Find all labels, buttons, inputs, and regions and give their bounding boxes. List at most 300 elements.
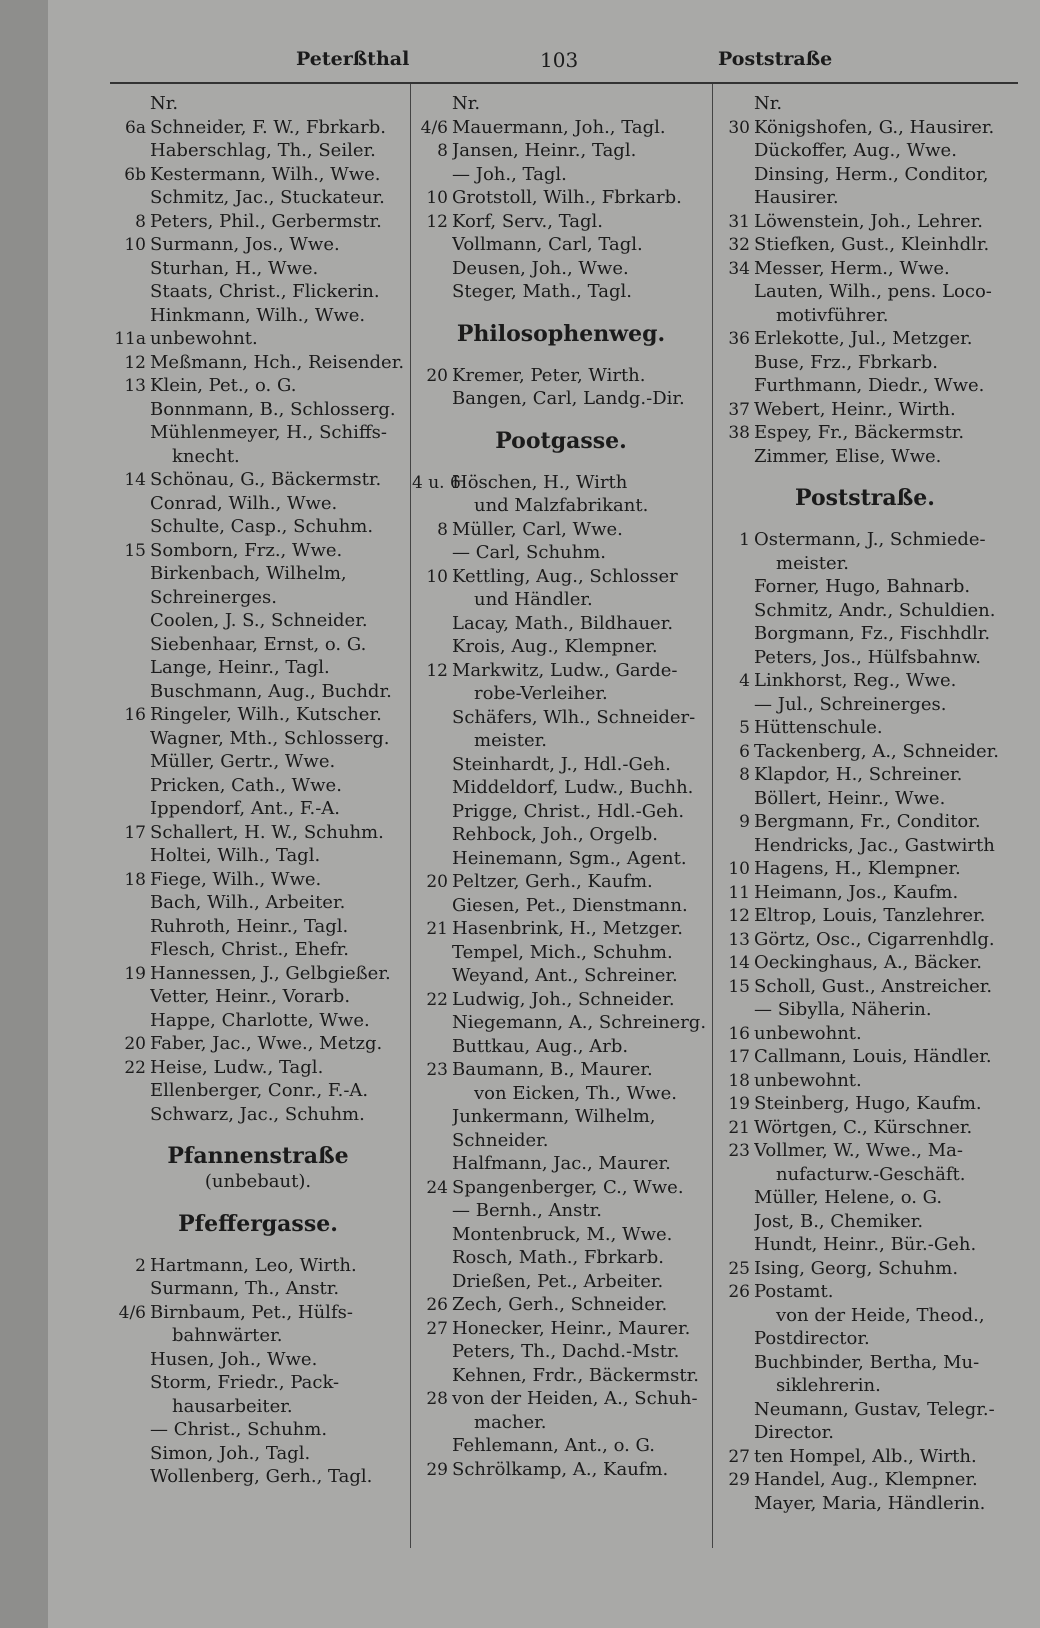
directory-line — [412, 1223, 710, 1247]
resident-entry: Hausirer. — [754, 187, 839, 208]
resident-entry: bahnwärter. — [172, 1325, 283, 1346]
directory-line — [714, 599, 1016, 623]
resident-entry: Schäfers, Wlh., Schneider- — [452, 706, 696, 728]
resident-entry: — Sibylla, Näherin. — [754, 999, 932, 1020]
directory-line — [412, 941, 710, 965]
street-note: (unbebaut). — [204, 1171, 312, 1192]
resident-entry: Kehnen, Frdr., Bäckermstr. — [452, 1364, 699, 1386]
resident-entry: Erlekotte, Jul., Metzger. — [754, 328, 973, 349]
house-number: 11 — [728, 882, 750, 903]
resident-entry: Heise, Ludw., Tagl. — [150, 1056, 324, 1078]
directory-line — [412, 706, 710, 730]
directory-line — [412, 988, 710, 1012]
directory-line — [714, 1116, 1016, 1140]
resident-entry: robe-Verleiher. — [474, 683, 608, 704]
directory-line — [714, 351, 1016, 375]
house-number: 4 u. 6 — [412, 472, 461, 493]
house-number: 29 — [728, 1470, 750, 1490]
directory-line — [714, 1492, 1016, 1516]
directory-line — [412, 257, 710, 281]
resident-entry: Schwarz, Jac., Schuhm. — [150, 1103, 365, 1125]
house-number: 12 — [426, 211, 448, 232]
directory-line — [714, 1304, 1016, 1328]
resident-entry: macher. — [474, 1411, 547, 1433]
column-3 — [714, 92, 1016, 1552]
directory-line — [714, 327, 1016, 351]
directory-line — [714, 716, 1016, 740]
resident-entry: Rosch, Math., Fbrkarb. — [452, 1247, 665, 1268]
house-number: 9 — [739, 812, 750, 832]
resident-entry: Bach, Wilh., Arbeiter. — [150, 892, 346, 913]
resident-entry: Linkhorst, Reg., Wwe. — [754, 670, 957, 691]
directory-line — [110, 1254, 406, 1278]
house-number: 38 — [728, 423, 750, 443]
resident-entry: Faber, Jac., Wwe., Metzg. — [150, 1033, 383, 1054]
resident-entry: Dinsing, Herm., Conditor, — [754, 163, 989, 185]
directory-line — [110, 304, 406, 328]
section-gap — [110, 1238, 406, 1254]
resident-entry: Honecker, Heinr., Maurer. — [452, 1317, 691, 1339]
resident-entry: Callmann, Louis, Händler. — [754, 1046, 992, 1067]
resident-entry: Mühlenmeyer, H., Schiffs- — [150, 422, 387, 443]
directory-line — [110, 116, 406, 140]
directory-line — [110, 915, 406, 939]
house-number: 10 — [426, 188, 448, 208]
resident-entry: siklehrerin. — [776, 1375, 881, 1396]
resident-entry: Tempel, Mich., Schuhm. — [452, 941, 673, 963]
resident-entry: Görtz, Osc., Cigarrenhdlg. — [754, 928, 995, 950]
house-number: 23 — [426, 1060, 448, 1080]
house-number: 28 — [426, 1389, 448, 1409]
directory-line — [110, 327, 406, 351]
resident-entry: Steinberg, Hugo, Kaufm. — [754, 1093, 982, 1114]
column-1 — [110, 92, 406, 1552]
resident-entry: Heinemann, Sgm., Agent. — [452, 847, 687, 869]
house-number: 4 — [739, 671, 750, 691]
directory-line — [714, 787, 1016, 811]
directory-line — [412, 163, 710, 187]
resident-entry: Klein, Pet., o. G. — [150, 375, 297, 396]
house-number: 10 — [124, 235, 146, 255]
resident-entry: Peters, Th., Dachd.-Mstr. — [452, 1341, 680, 1362]
house-number: 32 — [728, 235, 750, 255]
directory-line — [412, 588, 710, 612]
resident-entry: Königshofen, G., Hausirer. — [754, 116, 995, 138]
resident-entry: Peters, Phil., Gerbermstr. — [150, 210, 382, 232]
resident-entry: Hinkmann, Wilh., Wwe. — [150, 304, 366, 326]
directory-line — [714, 210, 1016, 234]
resident-entry: Webert, Heinr., Wirth. — [754, 398, 956, 420]
house-number: 11a — [114, 329, 146, 349]
resident-entry: Steger, Math., Tagl. — [452, 281, 632, 302]
directory-line — [110, 985, 406, 1009]
directory-line — [412, 233, 710, 257]
resident-entry: Deusen, Joh., Wwe. — [452, 257, 629, 279]
street-heading: Pfeffergasse. — [178, 1210, 338, 1237]
header-left: Peterßthal — [296, 48, 410, 70]
resident-entry: Eltrop, Louis, Tanzlehrer. — [754, 905, 986, 926]
directory-line — [110, 210, 406, 234]
resident-entry: Peltzer, Gerh., Kaufm. — [452, 871, 653, 892]
directory-line — [110, 1032, 406, 1056]
directory-line — [110, 1009, 406, 1033]
resident-entry: Simon, Joh., Tagl. — [150, 1442, 311, 1464]
resident-entry: Löwenstein, Joh., Lehrer. — [754, 210, 983, 232]
resident-entry: Birkenbach, Wilhelm, — [150, 563, 347, 584]
resident-entry: Buse, Frz., Fbrkarb. — [754, 351, 938, 373]
resident-entry: Halfmann, Jac., Maurer. — [452, 1153, 671, 1174]
column-2 — [412, 92, 710, 1552]
house-number: 1 — [739, 530, 750, 550]
street-heading: Pfannenstraße — [167, 1143, 349, 1169]
directory-line — [714, 975, 1016, 999]
house-number: 19 — [124, 963, 146, 984]
house-number: 37 — [728, 399, 750, 420]
resident-entry: Montenbruck, M., Wwe. — [452, 1223, 673, 1245]
resident-entry: Dückoffer, Aug., Wwe. — [754, 140, 957, 161]
page-number: 103 — [540, 48, 579, 72]
directory-line — [110, 1301, 406, 1325]
resident-entry: Tackenberg, A., Schneider. — [754, 740, 1000, 762]
resident-entry: ten Hompel, Alb., Wirth. — [754, 1445, 977, 1467]
directory-line — [714, 881, 1016, 905]
directory-line — [412, 1434, 710, 1458]
directory-line — [110, 1348, 406, 1372]
resident-entry: Lauten, Wilh., pens. Loco- — [754, 281, 992, 302]
house-number: 22 — [426, 989, 448, 1010]
resident-entry: unbewohnt. — [754, 1022, 862, 1044]
resident-entry: Bergmann, Fr., Conditor. — [754, 811, 981, 832]
resident-entry: Storm, Friedr., Pack- — [150, 1372, 340, 1393]
resident-entry: Somborn, Frz., Wwe. — [150, 539, 343, 561]
resident-entry: Middeldorf, Ludw., Buchh. — [452, 777, 694, 798]
directory-line — [110, 468, 406, 492]
directory-line — [110, 539, 406, 563]
resident-entry: Ellenberger, Conr., F.-A. — [150, 1080, 369, 1101]
directory-line — [110, 186, 406, 210]
directory-line — [110, 233, 406, 257]
directory-line — [412, 612, 710, 636]
resident-entry: von der Heide, Theod., — [776, 1304, 985, 1326]
resident-entry: Coolen, J. S., Schneider. — [150, 610, 368, 631]
resident-entry: Vetter, Heinr., Vorarb. — [150, 986, 351, 1007]
house-number: 26 — [426, 1295, 448, 1315]
resident-entry: Buchbinder, Bertha, Mu- — [754, 1351, 980, 1373]
directory-line — [110, 868, 406, 892]
resident-entry: Director. — [754, 1422, 834, 1443]
resident-entry: Messer, Herm., Wwe. — [754, 257, 950, 279]
directory-line — [714, 857, 1016, 881]
resident-entry: Giesen, Pet., Dienstmann. — [452, 894, 688, 916]
directory-line — [714, 1092, 1016, 1116]
resident-entry: Bangen, Carl, Landg.-Dir. — [452, 388, 685, 409]
resident-entry: — Jul., Schreinerges. — [754, 693, 947, 715]
house-number: 24 — [426, 1177, 448, 1198]
resident-entry: Handel, Aug., Klempner. — [754, 1469, 978, 1490]
section-gap — [412, 455, 710, 471]
house-number: 4/6 — [420, 117, 448, 138]
house-number: 21 — [728, 1117, 750, 1138]
resident-entry: Niegemann, A., Schreinerg. — [452, 1012, 707, 1033]
resident-entry: Haberschlag, Th., Seiler. — [150, 140, 376, 161]
house-number: 20 — [426, 365, 448, 386]
directory-line — [714, 1327, 1016, 1351]
directory-line — [110, 351, 406, 375]
house-number: 17 — [728, 1047, 750, 1067]
resident-entry: Siebenhaar, Ernst, o. G. — [150, 633, 367, 655]
directory-line — [412, 1387, 710, 1411]
resident-entry: Buschmann, Aug., Buchdr. — [150, 680, 392, 702]
resident-entry: Klapdor, H., Schreiner. — [754, 764, 963, 785]
directory-line — [110, 680, 406, 704]
directory-line — [110, 609, 406, 633]
directory-line — [714, 951, 1016, 975]
directory-line — [110, 1371, 406, 1395]
directory-line — [110, 1418, 406, 1442]
resident-entry: Ising, Georg, Schuhm. — [754, 1257, 959, 1279]
resident-entry: Fehlemann, Ant., o. G. — [452, 1435, 656, 1456]
resident-entry: Ostermann, J., Schmiede- — [754, 529, 986, 550]
resident-entry: Vollmer, W., Wwe., Ma- — [754, 1140, 963, 1161]
directory-line — [714, 1445, 1016, 1469]
resident-entry: Grotstoll, Wilh., Fbrkarb. — [452, 187, 682, 208]
resident-entry: Hasenbrink, H., Metzger. — [452, 918, 683, 939]
directory-line — [714, 693, 1016, 717]
directory-line — [714, 398, 1016, 422]
directory-line — [412, 518, 710, 542]
resident-entry: Flesch, Christ., Ehefr. — [150, 939, 350, 960]
directory-line — [714, 445, 1016, 469]
house-number: 14 — [124, 470, 146, 490]
directory-line — [412, 635, 710, 659]
directory-line — [110, 280, 406, 304]
directory-line — [714, 1186, 1016, 1210]
directory-line — [714, 1069, 1016, 1093]
house-number: 17 — [124, 822, 146, 843]
house-number: 34 — [728, 258, 750, 279]
directory-line — [714, 233, 1016, 257]
house-number: 19 — [728, 1094, 750, 1114]
directory-line — [412, 1411, 710, 1435]
directory-line — [714, 1163, 1016, 1187]
directory-line — [412, 894, 710, 918]
directory-line — [110, 821, 406, 845]
directory-line — [412, 186, 710, 210]
resident-entry: unbewohnt. — [150, 328, 258, 349]
house-number: 8 — [135, 211, 146, 232]
house-number: 23 — [728, 1141, 750, 1161]
resident-entry: Peters, Jos., Hülfsbahnw. — [754, 646, 981, 668]
column-divider — [410, 84, 411, 1548]
directory-line — [714, 904, 1016, 928]
directory-line — [412, 964, 710, 988]
directory-line — [412, 541, 710, 565]
directory-line — [714, 998, 1016, 1022]
directory-line — [110, 962, 406, 986]
section-gap — [714, 512, 1016, 528]
directory-line — [110, 515, 406, 539]
directory-line — [714, 1257, 1016, 1281]
directory-line — [714, 139, 1016, 163]
directory-line — [714, 1351, 1016, 1375]
directory-line — [412, 1293, 710, 1317]
resident-entry: Schönau, G., Bäckermstr. — [150, 469, 382, 490]
directory-line — [110, 586, 406, 610]
resident-entry: Sturhan, H., Wwe. — [150, 257, 319, 279]
house-number: 30 — [728, 117, 750, 138]
resident-entry: Hartmann, Leo, Wirth. — [150, 1254, 357, 1276]
resident-entry: Kettling, Aug., Schlosser — [452, 565, 678, 587]
directory-line — [412, 387, 710, 411]
resident-entry: Schmitz, Andr., Schuldien. — [754, 599, 996, 621]
directory-line — [110, 703, 406, 727]
resident-entry: Wollenberg, Gerh., Tagl. — [150, 1466, 373, 1487]
directory-line — [714, 163, 1016, 187]
directory-line — [714, 528, 1016, 552]
directory-line — [110, 1442, 406, 1466]
resident-entry: Nr. — [452, 93, 481, 114]
house-number: 10 — [426, 566, 448, 587]
directory-line — [714, 1045, 1016, 1069]
house-number: 16 — [728, 1023, 750, 1044]
resident-entry: Staats, Christ., Flickerin. — [150, 281, 380, 302]
house-number: 6 — [739, 741, 750, 762]
directory-line — [714, 810, 1016, 834]
resident-entry: — Joh., Tagl. — [452, 163, 567, 185]
directory-line — [714, 575, 1016, 599]
directory-line — [110, 656, 406, 680]
resident-entry: Hüttenschule. — [754, 717, 883, 738]
directory-line — [714, 763, 1016, 787]
resident-entry: Zech, Gerh., Schneider. — [452, 1294, 668, 1315]
house-number: 36 — [728, 329, 750, 349]
directory-line — [110, 633, 406, 657]
resident-entry: Oeckinghaus, A., Bäcker. — [754, 952, 982, 973]
directory-line — [110, 727, 406, 751]
directory-line — [714, 116, 1016, 140]
directory-line — [714, 1468, 1016, 1492]
header-right: Poststraße — [718, 48, 833, 70]
resident-entry: Ludwig, Joh., Schneider. — [452, 988, 675, 1010]
directory-line — [412, 1364, 710, 1388]
resident-entry: Hundt, Heinr., Bür.-Geh. — [754, 1234, 977, 1255]
directory-line — [110, 1056, 406, 1080]
resident-entry: Junkermann, Wilhelm, — [452, 1106, 656, 1127]
resident-entry: Hendricks, Jac., Gastwirth — [754, 834, 995, 856]
resident-entry: Postamt. — [754, 1281, 834, 1302]
resident-entry: Prigge, Christ., Hdl.-Geh. — [452, 800, 685, 822]
directory-line — [110, 421, 406, 445]
resident-entry: knecht. — [172, 445, 240, 467]
directory-line — [110, 1465, 406, 1489]
directory-line — [110, 492, 406, 516]
directory-line — [714, 669, 1016, 693]
directory-line — [412, 682, 710, 706]
directory-line — [412, 210, 710, 234]
resident-entry: Mayer, Maria, Händlerin. — [754, 1492, 986, 1514]
resident-entry: Müller, Carl, Wwe. — [452, 518, 623, 540]
resident-entry: Baumann, B., Maurer. — [452, 1059, 653, 1080]
resident-entry: Kremer, Peter, Wirth. — [452, 364, 646, 386]
directory-line — [714, 928, 1016, 952]
directory-line — [412, 1105, 710, 1129]
resident-entry: Jansen, Heinr., Tagl. — [452, 140, 637, 161]
house-number: 12 — [728, 906, 750, 926]
house-number: 20 — [124, 1034, 146, 1054]
resident-entry: Schallert, H. W., Schuhm. — [150, 821, 384, 843]
directory-line — [412, 729, 710, 753]
section-gap — [412, 304, 710, 320]
house-number: 31 — [728, 211, 750, 232]
directory-line — [110, 445, 406, 469]
directory-line — [714, 1280, 1016, 1304]
house-number: 8 — [437, 141, 448, 161]
resident-entry: Spangenberger, C., Wwe. — [452, 1176, 684, 1198]
resident-entry: von der Heiden, A., Schuh- — [452, 1388, 698, 1409]
house-number: 13 — [124, 376, 146, 396]
directory-line — [412, 659, 710, 683]
resident-entry: Meßmann, Hch., Reisender. — [150, 351, 405, 373]
directory-line — [714, 421, 1016, 445]
directory-line — [412, 1458, 710, 1482]
house-number: 6b — [124, 164, 146, 185]
section-gap — [110, 1126, 406, 1142]
directory-line — [412, 776, 710, 800]
directory-line — [412, 1246, 710, 1270]
resident-entry: Holtei, Wilh., Tagl. — [150, 845, 321, 866]
resident-entry: meister. — [776, 552, 849, 574]
directory-line — [714, 1374, 1016, 1398]
directory-line — [714, 1233, 1016, 1257]
resident-entry: Weyand, Ant., Schreiner. — [452, 965, 678, 986]
directory-line — [714, 374, 1016, 398]
resident-entry: Markwitz, Ludw., Garde- — [452, 659, 678, 681]
house-number: 27 — [728, 1446, 750, 1467]
resident-entry: Müller, Gertr., Wwe. — [150, 751, 336, 772]
directory-line — [110, 257, 406, 281]
resident-entry: Ippendorf, Ant., F.-A. — [150, 798, 341, 819]
directory-line — [412, 1058, 710, 1082]
directory-line — [714, 552, 1016, 576]
street-heading: Pootgasse. — [495, 427, 627, 454]
directory-line — [412, 494, 710, 518]
directory-line — [412, 565, 710, 589]
section-gap — [714, 468, 1016, 484]
section-gap — [110, 1194, 406, 1210]
house-number: 10 — [728, 859, 750, 879]
resident-entry: — Bernh., Anstr. — [452, 1200, 602, 1221]
section-gap — [412, 348, 710, 364]
house-number: 21 — [426, 919, 448, 939]
directory-line — [110, 891, 406, 915]
street-heading: Poststraße. — [795, 485, 935, 511]
resident-entry: Husen, Joh., Wwe. — [150, 1348, 318, 1370]
resident-entry: Mauermann, Joh., Tagl. — [452, 116, 666, 138]
directory-line — [714, 1398, 1016, 1422]
directory-line — [412, 1270, 710, 1294]
resident-entry: Buttkau, Aug., Arb. — [452, 1035, 629, 1057]
resident-entry: Schneider. — [452, 1129, 549, 1151]
resident-entry: und Malzfabrikant. — [474, 495, 649, 516]
resident-entry: Böllert, Heinr., Wwe. — [754, 787, 946, 809]
directory-line — [412, 1152, 710, 1176]
house-number: 20 — [426, 872, 448, 892]
house-number: 12 — [426, 660, 448, 681]
directory-line — [412, 1129, 710, 1153]
directory-line — [714, 92, 1016, 116]
resident-entry: Müller, Helene, o. G. — [754, 1187, 943, 1208]
directory-line — [110, 774, 406, 798]
